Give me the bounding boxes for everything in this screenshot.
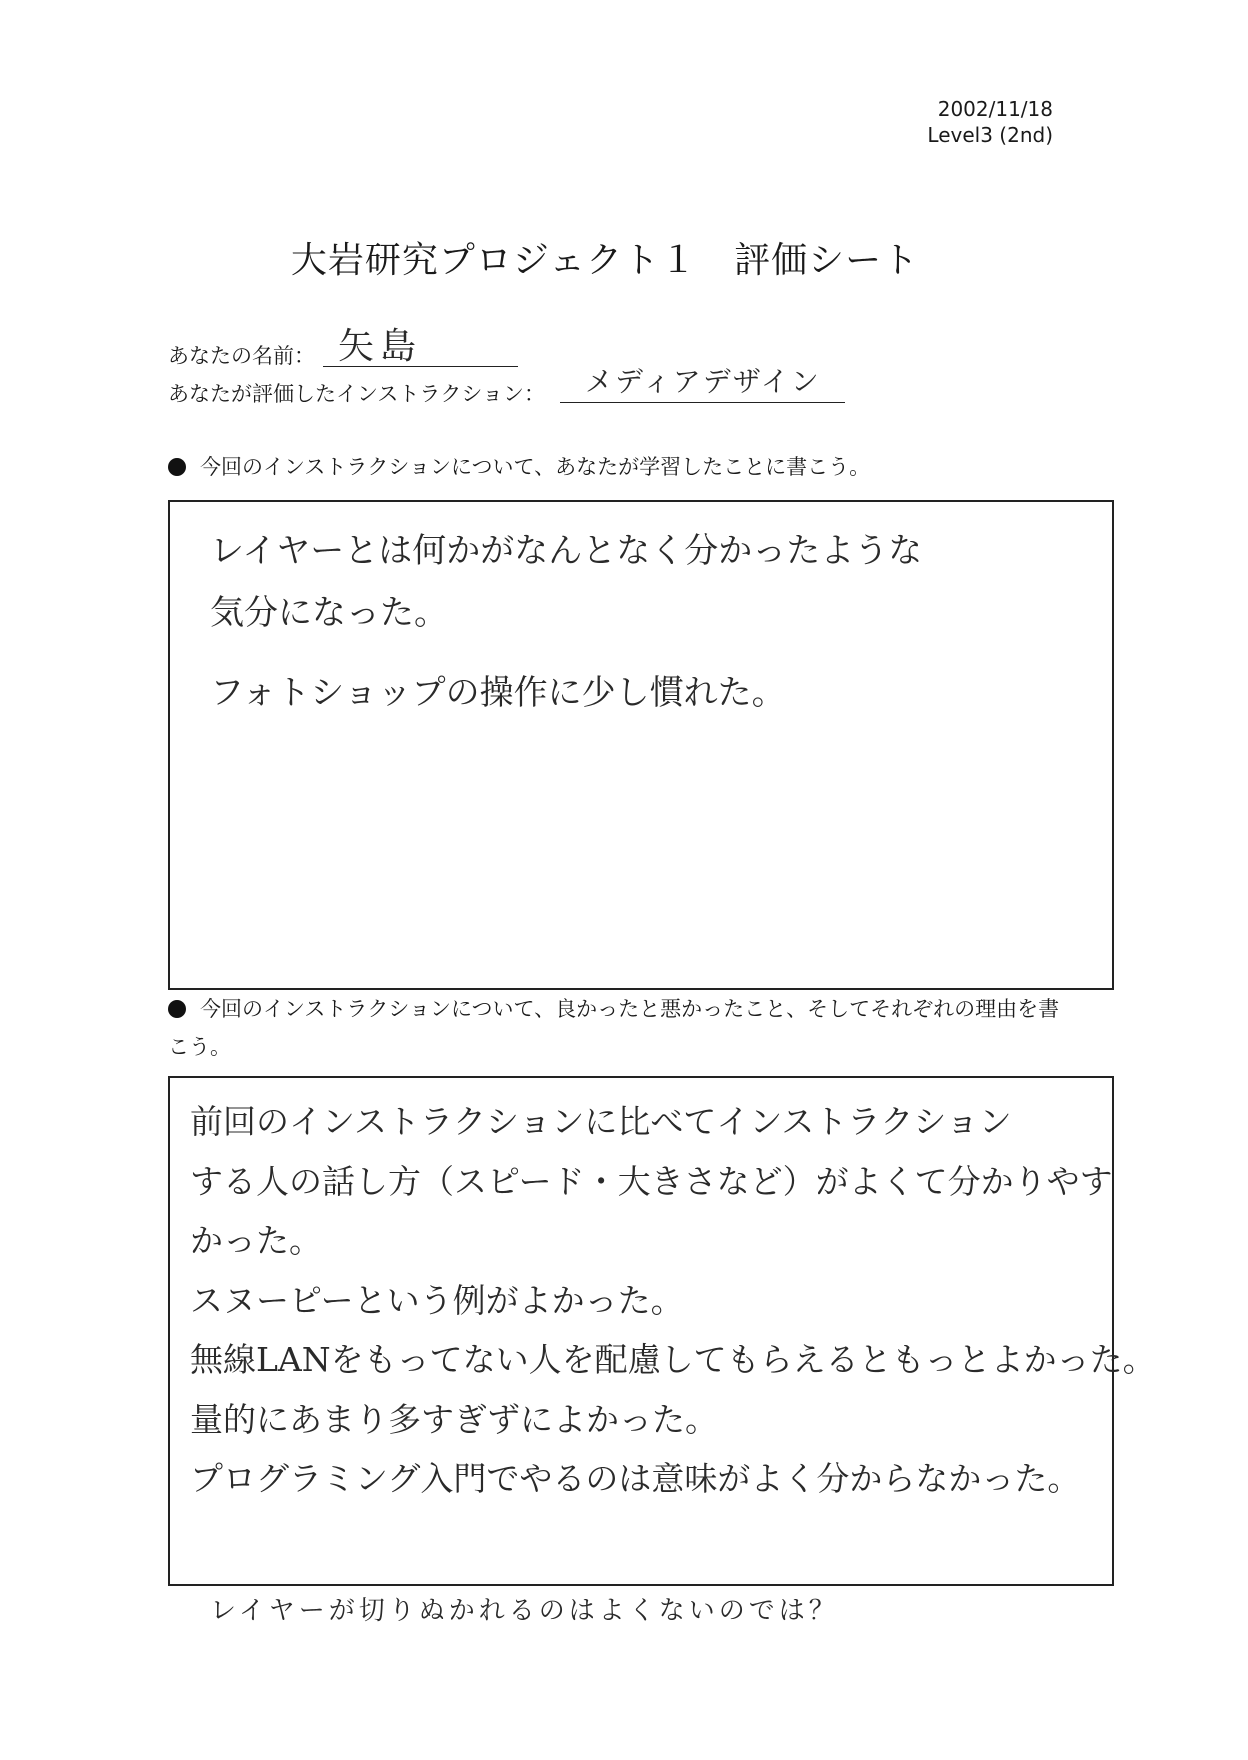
answer-1-line: レイヤーとは何かがなんとなく分かったような bbox=[210, 531, 923, 571]
level-stamp: Level3 (2nd) bbox=[927, 123, 1053, 147]
answer-2-line: 無線LANをもってない人を配慮してもらえるともっとよかった。 bbox=[190, 1340, 1156, 1379]
answer-1-line: 気分になった。 bbox=[210, 593, 448, 633]
instruction-label: あなたが評価したインストラクション： bbox=[168, 382, 545, 406]
question-2 bbox=[168, 990, 1068, 1066]
answer-2-line: スヌーピーという例がよかった。 bbox=[190, 1280, 684, 1320]
bullet-icon bbox=[168, 458, 186, 476]
name-label: あなたの名前： bbox=[168, 344, 315, 368]
answer-box-1 bbox=[168, 500, 1114, 990]
page-title: 大岩研究プロジェクト１ 評価シート bbox=[290, 240, 920, 281]
trailing-handwritten-note: レイヤーが切りぬかれるのはよくないのでは？ bbox=[210, 1596, 839, 1626]
answer-2-line: 前回のインストラクションに比べてインストラクション bbox=[190, 1102, 1012, 1141]
answer-2-line: する人の話し方（スピード・大きさなど）がよくて分かりやす bbox=[190, 1161, 1113, 1201]
instruction-handwritten-value: メディアデザイン bbox=[585, 365, 821, 398]
question-1-text: 今回のインストラクションについて、あなたが学習したことに書こう。 bbox=[200, 455, 871, 479]
answer-2-line: 量的にあまり多すぎずによかった。 bbox=[190, 1399, 718, 1439]
answer-2-line: プログラミング入門でやるのは意味がよく分からなかった。 bbox=[190, 1459, 1081, 1498]
question-1 bbox=[168, 448, 870, 486]
question-2-text: 今回のインストラクションについて、良かったと悪かったこと、そしてそれぞれの理由を書こう。 bbox=[168, 997, 1060, 1059]
answer-2-line: かった。 bbox=[190, 1221, 322, 1260]
bullet-icon bbox=[168, 1000, 186, 1018]
name-handwritten-value: 矢島 bbox=[338, 326, 423, 367]
answer-1-line: フォトショップの操作に少し慣れた。 bbox=[210, 673, 786, 713]
date-stamp: 2002/11/18 bbox=[937, 97, 1053, 121]
answer-box-2 bbox=[168, 1076, 1156, 1586]
